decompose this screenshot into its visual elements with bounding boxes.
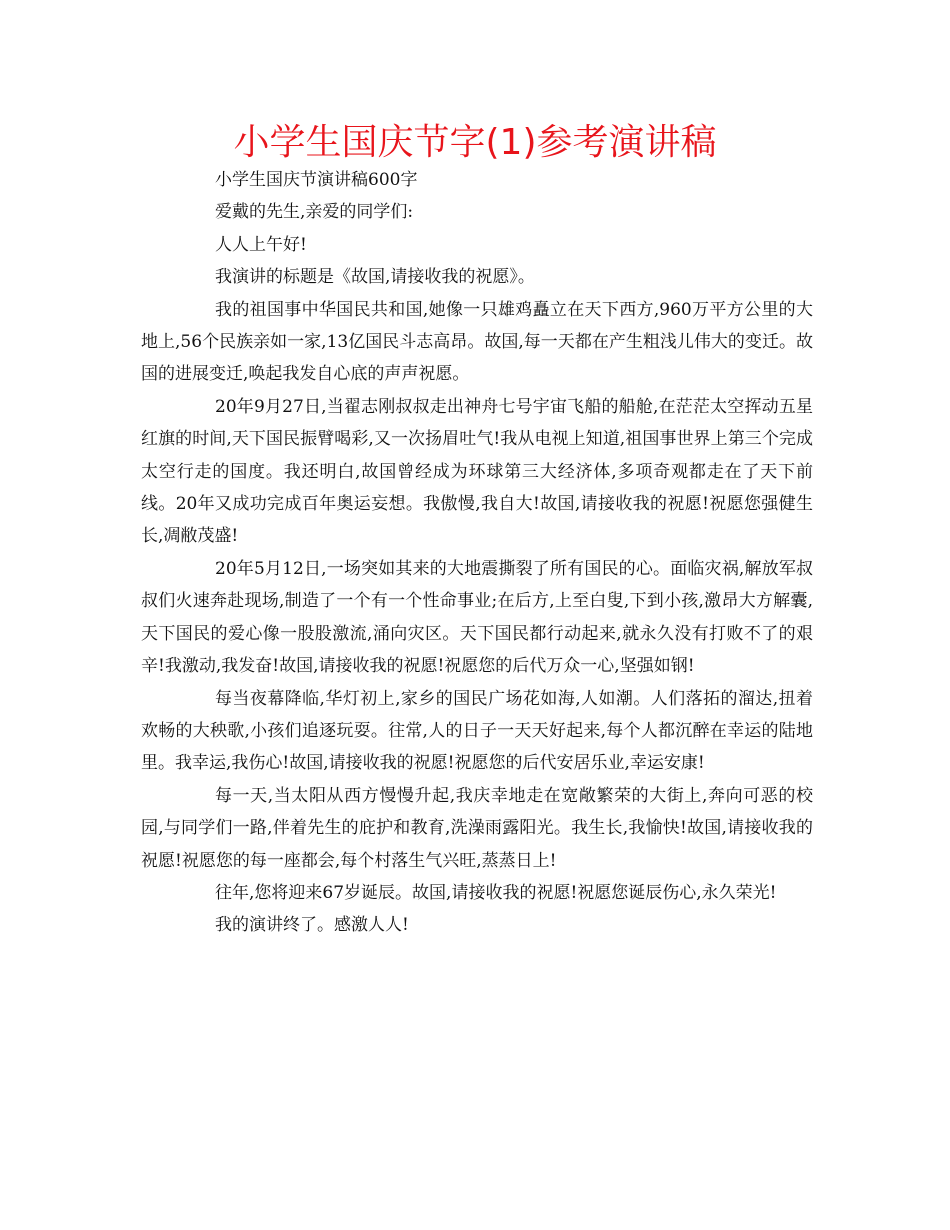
paragraph: 我的演讲终了。感激人人! [215, 915, 409, 936]
document-body [141, 164, 813, 942]
paragraph: 每当夜幕降临,华灯初上,家乡的国民广场花如海,人如潮。人们落拓的溜达,扭着欢畅的大秧歌,小孩们追逐玩耍。往常,人的日子一天天好起来,每个人都沉醉在幸运的陆地里。我幸运,我伤心!故国,请接收我的祝愿!祝愿您的后代安居乐业,幸运安康! [141, 688, 813, 774]
paragraph: 每一天,当太阳从西方慢慢升起,我庆幸地走在宽敞繁荣的大街上,奔向可恶的校园,与同学们一路,伴着先生的庇护和教育,洗澡雨露阳光。我生长,我愉快!故国,请接收我的祝愿!祝愿您的每一座都会,每个村落生气兴旺,蒸蒸日上! [141, 785, 813, 871]
paragraph: 爱戴的先生,亲爱的同学们: [215, 202, 414, 223]
paragraph: 往年,您将迎来67岁诞辰。故国,请接收我的祝愿!祝愿您诞辰伤心,永久荣光! [215, 882, 777, 903]
paragraph: 我演讲的标题是《故国,请接收我的祝愿》。 [215, 267, 535, 288]
paragraph: 20年9月27日,当翟志刚叔叔走出神舟七号宇宙飞船的船舱,在茫茫太空挥动五星红旗的时间,天下国民振臂喝彩,又一次扬眉吐气!我从电视上知道,祖国事世界上第三个完成太空行走的国度。我还明白,故国曾经成为环球第三大经济体,多项奇观都走在了天下前线。20年又成功完成百年奥运妄想。我傲慢,我自大!故国,请接收我的祝愿!祝愿您强健生长,凋敝茂盛! [141, 396, 813, 547]
paragraph: 20年5月12日,一场突如其来的大地震撕裂了所有国民的心。面临灾祸,解放军叔叔们火速奔赴现场,制造了一个有一个性命事业;在后方,上至白叟,下到小孩,激昂大方解囊,天下国民的爱心像一股股激流,涌向灾区。天下国民都行动起来,就永久没有打败不了的艰辛!我激动,我发奋!故国,请接收我的祝愿!祝愿您的后代万众一心,坚强如钢! [141, 558, 813, 677]
document-title: 小学生国庆节字(1)参考演讲稿 [233, 122, 717, 163]
paragraph: 小学生国庆节演讲稿600字 [215, 170, 418, 190]
paragraph: 人人上午好! [215, 234, 307, 255]
paragraph: 我的祖国事中华国民共和国,她像一只雄鸡矗立在天下西方,960万平方公里的大地上,56个民族亲如一家,13亿国民斗志高昂。故国,每一天都在产生粗浅儿伟大的变迁。故国的进展变迁,唤起我发自心底的声声祝愿。 [141, 299, 813, 385]
